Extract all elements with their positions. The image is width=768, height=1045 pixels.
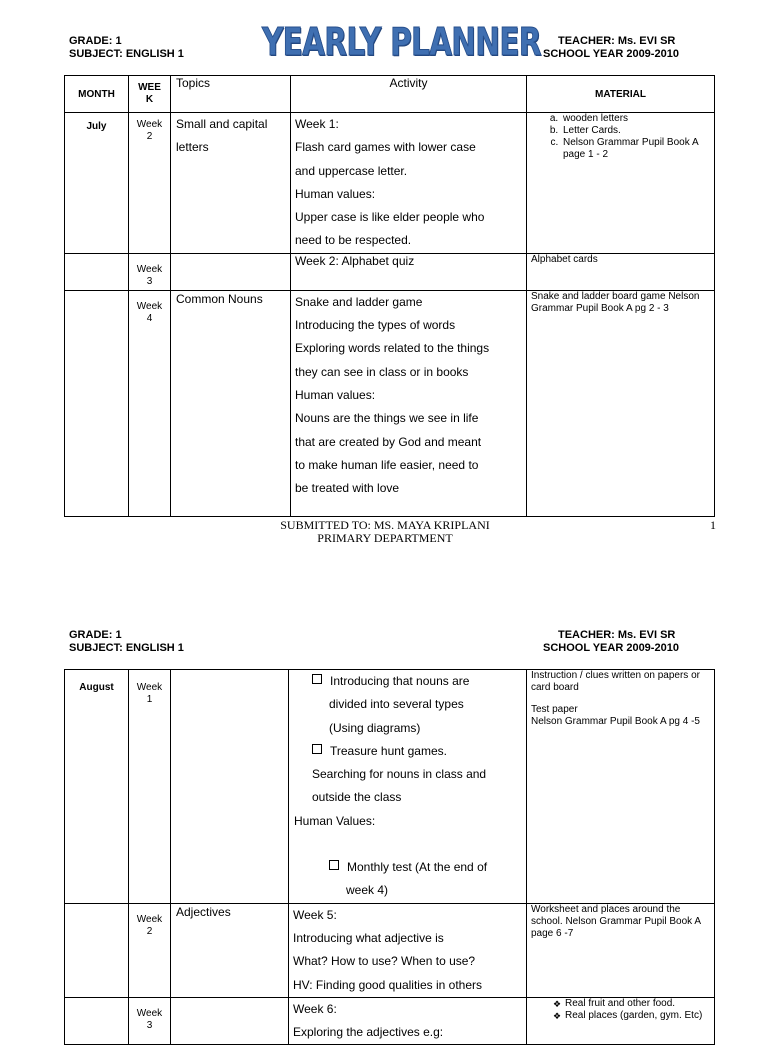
- topics-column-header: Topics: [171, 76, 291, 113]
- week-label: Week: [136, 1007, 163, 1019]
- activity-cell: [289, 670, 527, 904]
- month-cell: [65, 290, 129, 516]
- activity-line: Introducing the types of words: [295, 318, 456, 333]
- table-row: [65, 997, 715, 1045]
- page-number: 1: [710, 518, 716, 532]
- week-cell: [129, 903, 171, 997]
- checkbox-icon: [312, 674, 322, 684]
- topic-cell: [171, 997, 289, 1045]
- material-cell: [527, 670, 715, 904]
- planner-table-page1: [64, 75, 715, 517]
- activity-line: be treated with love: [295, 481, 400, 496]
- checkbox-icon: [329, 860, 339, 870]
- week-number: 1: [146, 694, 153, 705]
- week-cell: [129, 997, 171, 1045]
- checkbox-icon: [312, 744, 322, 754]
- activity-line: Treasure hunt games.: [294, 740, 526, 763]
- teacher-label: TEACHER: Ms. EVI SR: [558, 35, 676, 47]
- material-text: Worksheet and places around the school. Nelson Grammar Pupil Book A page 6 -7: [531, 903, 701, 939]
- activity-line: they can see in class or in books: [295, 364, 469, 379]
- material-cell: [527, 253, 715, 290]
- activity-column-header: Activity: [291, 76, 527, 113]
- week-number: 2: [146, 925, 153, 937]
- topic-cell: Adjectives: [171, 903, 289, 997]
- material-text: Test paper: [531, 704, 578, 715]
- activity-line: Flash card games with lower case: [295, 140, 476, 155]
- week-label: Week: [136, 119, 163, 130]
- material-cell: [527, 903, 715, 997]
- material-text: Snake and ladder board game Nelson Grammar Pupil Book A pg 2 - 3: [531, 290, 700, 314]
- grade-label: GRADE: 1: [69, 629, 122, 641]
- topic-cell: [171, 290, 291, 516]
- activity-line: Human values:: [295, 186, 376, 201]
- week-cell: [129, 113, 171, 254]
- material-column-header: MATERIAL: [527, 76, 715, 113]
- topic-line: Small and capital: [176, 117, 268, 131]
- activity-line: need to be respected.: [295, 233, 412, 248]
- activity-line: Exploring the adjectives e.g:: [293, 1025, 444, 1040]
- table-header-row: [65, 76, 715, 113]
- week-label: Week: [136, 263, 163, 275]
- topic-cell: [171, 113, 291, 254]
- material-cell: [527, 290, 715, 516]
- subject-label: SUBJECT: ENGLISH 1: [69, 48, 184, 60]
- topic-cell: [171, 670, 289, 904]
- material-item: c. Nelson Grammar Pupil Book A page 1 - 2: [561, 137, 714, 161]
- school-year-label: SCHOOL YEAR 2009-2010: [543, 48, 679, 60]
- footer-submitted-to: SUBMITTED TO: MS. MAYA KRIPLANI: [280, 518, 490, 532]
- table-row: [65, 670, 715, 904]
- week-header-line1: WEE: [138, 82, 161, 93]
- activity-line: Week 5:: [293, 907, 337, 922]
- activity-line: Introducing that nouns are: [294, 670, 526, 693]
- activity-cell: [291, 290, 527, 516]
- material-item: b. Letter Cards.: [561, 125, 714, 137]
- month-column-header: MONTH: [65, 76, 129, 113]
- material-list: [531, 113, 714, 161]
- activity-cell: [289, 997, 527, 1045]
- month-cell: [65, 997, 129, 1045]
- activity-line: week 4): [346, 883, 389, 898]
- activity-cell: [289, 903, 527, 997]
- activity-line: Nouns are the things we see in life: [295, 411, 479, 426]
- table-row: [65, 253, 715, 290]
- material-cell: [527, 113, 715, 254]
- activity-line: Searching for nouns in class and: [312, 767, 487, 782]
- grade-label: GRADE: 1: [69, 35, 122, 47]
- week-cell: [129, 253, 171, 290]
- activity-line: What? How to use? When to use?: [293, 954, 476, 969]
- activity-line: Human Values:: [294, 813, 376, 828]
- activity-cell: [291, 253, 527, 290]
- topic-line: letters: [176, 140, 209, 154]
- topic-cell: [171, 253, 291, 290]
- activity-line: outside the class: [312, 790, 402, 805]
- activity-line: Monthly test (At the end of: [294, 856, 526, 879]
- activity-line: Exploring words related to the things: [295, 341, 490, 356]
- activity-line: Human values:: [295, 387, 376, 402]
- activity-line: (Using diagrams): [329, 720, 421, 735]
- table-row: [65, 903, 715, 997]
- material-item: ❖ Real fruit and other food.: [553, 998, 714, 1010]
- month-cell: August: [65, 670, 129, 904]
- material-cell: [527, 997, 715, 1045]
- footer-department: PRIMARY DEPARTMENT: [317, 531, 453, 545]
- activity-line: Snake and ladder game: [295, 294, 423, 309]
- activity-line: HV: Finding good qualities in others: [293, 977, 482, 992]
- week-cell: [129, 670, 171, 904]
- material-item: ❖ Real places (garden, gym. Etc): [553, 1010, 714, 1022]
- week-label: Week: [136, 682, 163, 693]
- week-number: 3: [146, 275, 153, 287]
- week-header-line2: K: [145, 94, 154, 105]
- activity-line: Week 2: Alphabet quiz: [295, 253, 415, 268]
- activity-line: Week 6:: [293, 1001, 337, 1016]
- material-text: Alphabet cards: [531, 253, 598, 265]
- material-text: Nelson Grammar Pupil Book A pg 4 -5: [531, 716, 700, 727]
- material-list: [531, 998, 714, 1022]
- activity-line: Introducing what adjective is: [293, 930, 444, 945]
- week-number: 3: [146, 1019, 153, 1031]
- activity-line: divided into several types: [329, 697, 464, 712]
- month-cell: [65, 903, 129, 997]
- activity-line: and uppercase letter.: [295, 163, 408, 178]
- activity-line: that are created by God and meant: [295, 434, 482, 449]
- teacher-label: TEACHER: Ms. EVI SR: [558, 629, 676, 641]
- month-cell: July: [65, 113, 129, 254]
- activity-line: Upper case is like elder people who: [295, 210, 485, 225]
- week-cell: [129, 290, 171, 516]
- subject-label: SUBJECT: ENGLISH 1: [69, 642, 184, 654]
- activity-line: to make human life easier, need to: [295, 457, 479, 472]
- week-number: 4: [146, 312, 153, 324]
- planner-table-page2: [64, 669, 715, 1045]
- table-row: [65, 290, 715, 516]
- month-cell: [65, 253, 129, 290]
- topic-line: Common Nouns: [176, 291, 263, 306]
- week-number: 2: [146, 131, 153, 142]
- material-item: a. wooden letters: [561, 113, 714, 125]
- week-label: Week: [136, 913, 163, 925]
- material-text: Instruction / clues written on papers or card board: [531, 670, 700, 693]
- document-title: YEARLY PLANNER: [262, 20, 541, 64]
- table-row: [65, 113, 715, 254]
- week-column-header: [129, 76, 171, 113]
- activity-cell: [291, 113, 527, 254]
- week-label: Week: [136, 300, 163, 312]
- activity-line: Week 1:: [295, 117, 339, 131]
- school-year-label: SCHOOL YEAR 2009-2010: [543, 642, 679, 654]
